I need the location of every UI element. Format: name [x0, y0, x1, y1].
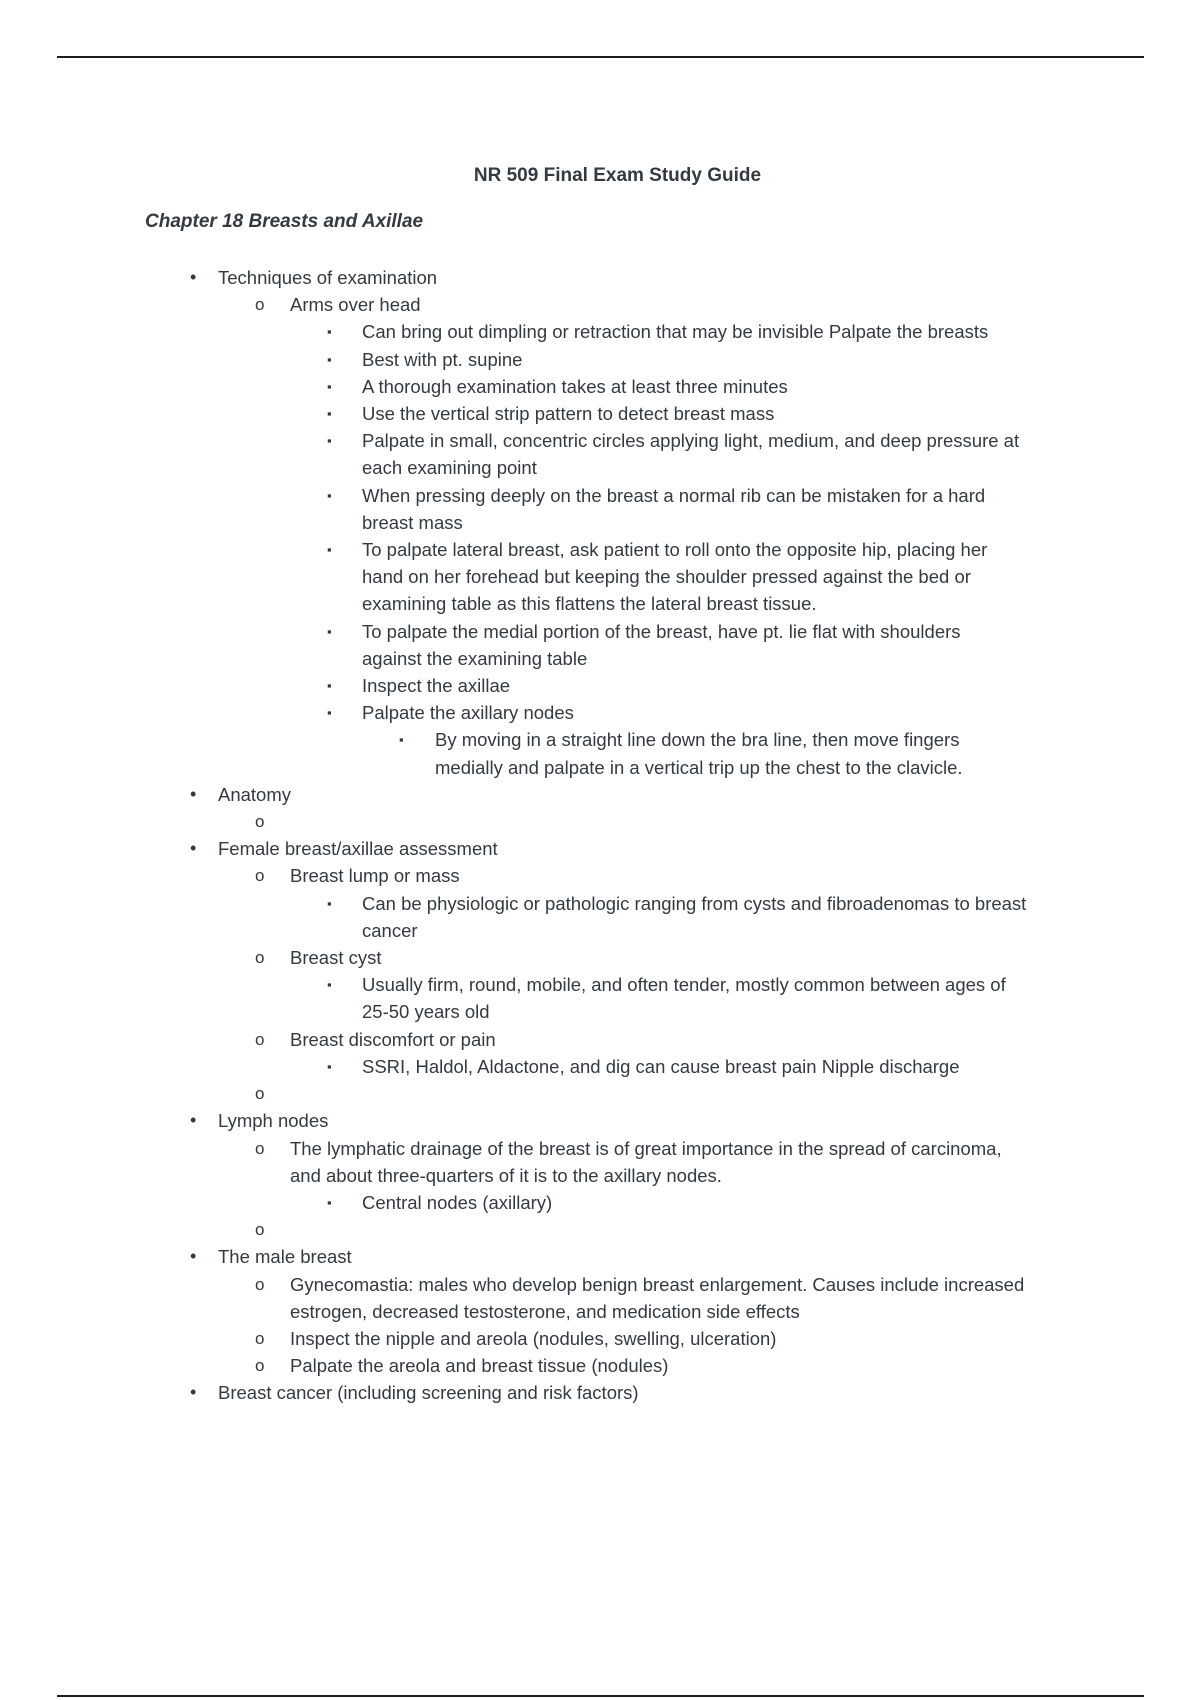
list-item-continuation — [0, 590, 1200, 617]
list-item-continuation — [0, 1162, 1200, 1189]
list-item-text: Anatomy — [218, 783, 292, 805]
list-item-text: When pressing deeply on the breast a normal rib can be mistaken for a hard — [362, 484, 986, 506]
list-item — [0, 1325, 1200, 1352]
list-item — [0, 672, 1200, 699]
list-item — [0, 1053, 1200, 1080]
list-item-continuation — [0, 917, 1200, 944]
list-item — [0, 1352, 1200, 1379]
list-item-text: cancer — [362, 919, 418, 941]
list-item-text — [290, 1080, 295, 1107]
list-item-text: Inspect the nipple and areola (nodules, swelling, ulceration) — [290, 1327, 777, 1349]
circle-bullet-icon: o — [255, 812, 265, 832]
square-bullet-icon: ▪ — [327, 351, 332, 367]
list-item — [0, 427, 1200, 454]
list-item-text — [290, 808, 295, 835]
list-item-text: examining table as this flattens the lateral breast tissue. — [362, 593, 817, 615]
study-guide-outline — [0, 264, 1200, 1407]
square-bullet-icon: ▪ — [327, 433, 332, 449]
bullet-icon: • — [190, 783, 197, 804]
list-item-text: Palpate the areola and breast tissue (nodules) — [290, 1355, 669, 1377]
list-item-text: estrogen, decreased testosterone, and medication side effects — [290, 1300, 800, 1322]
list-item — [0, 1379, 1200, 1406]
list-item-text: Inspect the axillae — [362, 675, 511, 697]
square-bullet-icon: ▪ — [327, 623, 332, 639]
list-item — [0, 1026, 1200, 1053]
circle-bullet-icon: o — [255, 1138, 265, 1158]
list-item-text: Breast lump or mass — [290, 865, 460, 887]
list-item-continuation — [0, 998, 1200, 1025]
list-item-text: Lymph nodes — [218, 1110, 329, 1132]
list-item — [0, 862, 1200, 889]
document-title: NR 509 Final Exam Study Guide — [473, 165, 762, 186]
circle-bullet-icon: o — [255, 1220, 265, 1240]
circle-bullet-icon: o — [255, 866, 265, 886]
chapter-heading: Chapter 18 Breasts and Axillae — [145, 211, 424, 232]
bullet-icon: • — [190, 1246, 197, 1267]
square-bullet-icon: ▪ — [327, 324, 332, 340]
list-item-text: each examining point — [362, 457, 537, 479]
list-item — [0, 291, 1200, 318]
list-item-text: hand on her forehead but keeping the shoulder pressed against the bed or — [362, 566, 971, 588]
list-item-text: 25-50 years old — [362, 1001, 490, 1023]
square-bullet-icon: ▪ — [327, 487, 332, 503]
list-item-text: Central nodes (axillary) — [362, 1191, 553, 1213]
list-item — [0, 890, 1200, 917]
list-item — [0, 400, 1200, 427]
list-item — [0, 1271, 1200, 1298]
list-item-text — [290, 1216, 295, 1243]
list-item-continuation — [0, 509, 1200, 536]
list-item — [0, 781, 1200, 808]
list-item-text: Can be physiologic or pathologic ranging from cysts and fibroadenomas to breast — [362, 892, 1027, 914]
list-item — [0, 618, 1200, 645]
circle-bullet-icon: o — [255, 295, 265, 315]
list-item — [0, 346, 1200, 373]
list-item-text: Breast discomfort or pain — [290, 1028, 496, 1050]
square-bullet-icon: ▪ — [399, 732, 404, 748]
square-bullet-icon: ▪ — [327, 378, 332, 394]
list-item-text: against the examining table — [362, 647, 588, 669]
list-item-text: Breast cyst — [290, 947, 382, 969]
list-item — [0, 726, 1200, 753]
bullet-icon: • — [190, 267, 197, 287]
square-bullet-icon: ▪ — [327, 678, 332, 694]
list-item-empty — [0, 1216, 1200, 1243]
square-bullet-icon: ▪ — [327, 1058, 332, 1074]
list-item-text: By moving in a straight line down the bra line, then move fingers — [435, 729, 960, 751]
square-bullet-icon: ▪ — [327, 705, 332, 721]
list-item-text: Best with pt. supine — [362, 348, 523, 370]
list-item-text: The male breast — [218, 1246, 352, 1268]
list-item — [0, 482, 1200, 509]
circle-bullet-icon: o — [255, 1029, 265, 1049]
list-item-text: To palpate lateral breast, ask patient to roll onto the opposite hip, placing her — [362, 539, 988, 561]
header-rule — [57, 56, 1144, 58]
list-item — [0, 699, 1200, 726]
list-item-text: Usually firm, round, mobile, and often tender, mostly common between ages of — [362, 974, 1006, 996]
footer-rule — [57, 1695, 1144, 1697]
list-item-text: Breast cancer (including screening and risk factors) — [218, 1382, 639, 1404]
list-item-empty — [0, 808, 1200, 835]
list-item — [0, 318, 1200, 345]
list-item-text: Techniques of examination — [218, 267, 438, 288]
square-bullet-icon: ▪ — [327, 406, 332, 422]
list-item-continuation — [0, 563, 1200, 590]
list-item-text: Use the vertical strip pattern to detect breast mass — [362, 403, 775, 425]
square-bullet-icon: ▪ — [327, 1194, 332, 1210]
list-item — [0, 264, 1200, 291]
list-item-continuation — [0, 1298, 1200, 1325]
circle-bullet-icon: o — [255, 948, 265, 968]
circle-bullet-icon: o — [255, 1328, 265, 1348]
list-item-text: A thorough examination takes at least three minutes — [362, 375, 788, 397]
list-item-text: Palpate in small, concentric circles applying light, medium, and deep pressure at — [362, 430, 1020, 452]
list-item-text: and about three-quarters of it is to the axillary nodes. — [290, 1164, 722, 1186]
list-item-continuation — [0, 754, 1200, 781]
list-item — [0, 944, 1200, 971]
list-item-continuation — [0, 454, 1200, 481]
square-bullet-icon: ▪ — [327, 977, 332, 993]
list-item-empty — [0, 1080, 1200, 1107]
list-item-text: SSRI, Haldol, Aldactone, and dig can cause breast pain Nipple discharge — [362, 1055, 960, 1077]
list-item-continuation — [0, 645, 1200, 672]
list-item-text: medially and palpate in a vertical trip up the chest to the clavicle. — [435, 756, 963, 778]
list-item-text: To palpate the medial portion of the breast, have pt. lie flat with shoulders — [362, 620, 961, 642]
list-item — [0, 1243, 1200, 1270]
list-item-text: Gynecomastia: males who develop benign breast enlargement. Causes include increased — [290, 1273, 1025, 1295]
bullet-icon: • — [190, 838, 197, 859]
list-item — [0, 1107, 1200, 1134]
square-bullet-icon: ▪ — [327, 542, 332, 558]
list-item-text: The lymphatic drainage of the breast is of great importance in the spread of carcinoma, — [290, 1137, 1002, 1159]
list-item — [0, 373, 1200, 400]
list-item-text: Arms over head — [290, 294, 421, 316]
list-item — [0, 1135, 1200, 1162]
square-bullet-icon: ▪ — [327, 895, 332, 911]
list-item-text: Palpate the axillary nodes — [362, 702, 574, 724]
list-item — [0, 1189, 1200, 1216]
bullet-icon: • — [190, 1382, 197, 1403]
list-item — [0, 835, 1200, 862]
circle-bullet-icon: o — [255, 1084, 265, 1104]
list-item-text: Female breast/axillae assessment — [218, 838, 498, 860]
list-item-text: breast mass — [362, 511, 463, 533]
list-item-text: Can bring out dimpling or retraction that may be invisible Palpate the breasts — [362, 321, 989, 343]
bullet-icon: • — [190, 1110, 197, 1131]
circle-bullet-icon: o — [255, 1356, 265, 1376]
list-item — [0, 971, 1200, 998]
circle-bullet-icon: o — [255, 1274, 265, 1294]
list-item — [0, 536, 1200, 563]
